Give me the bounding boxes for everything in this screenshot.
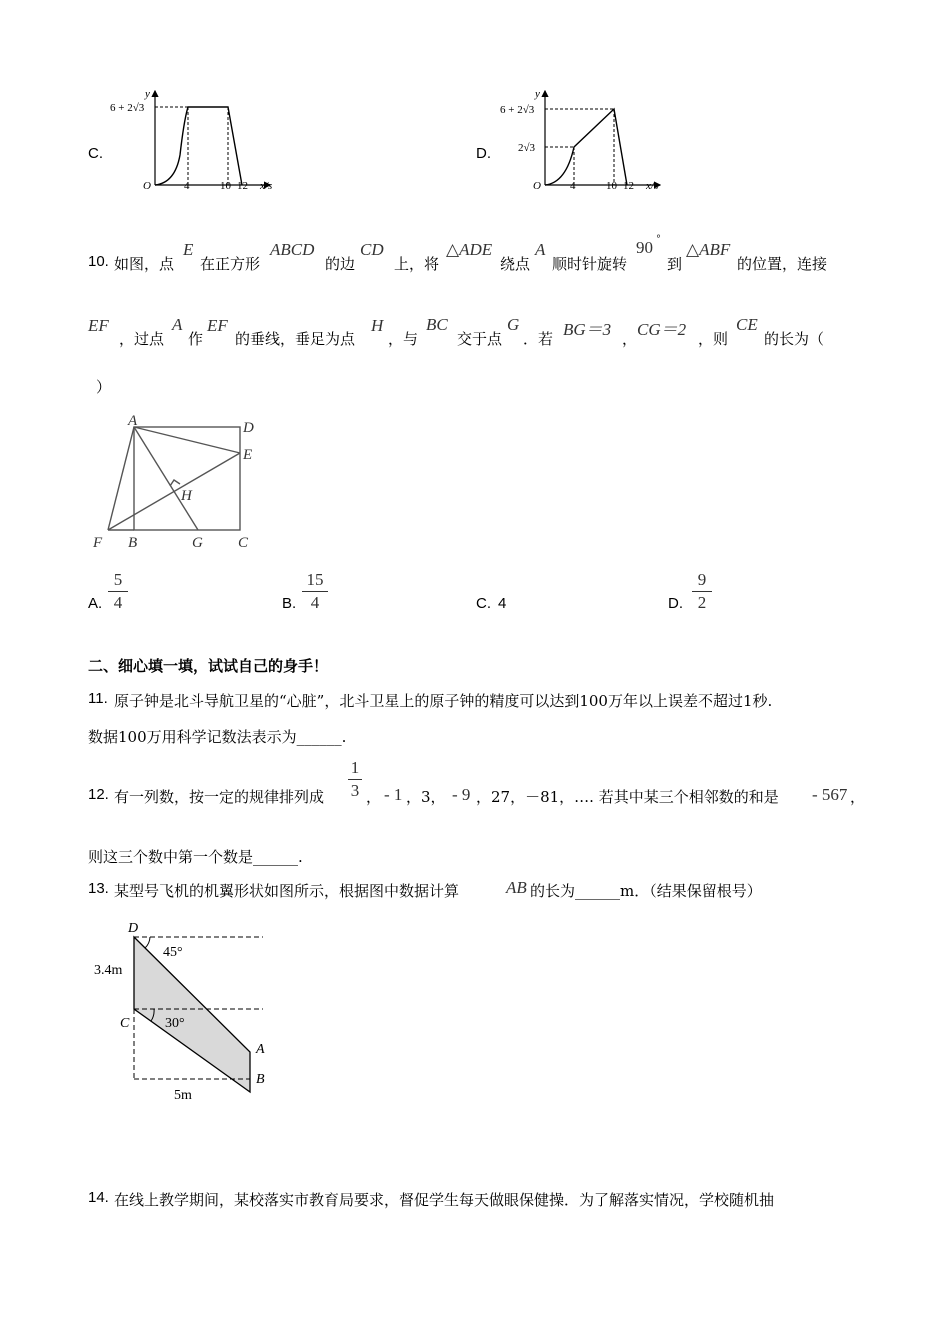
q10-t12: ，与 bbox=[388, 330, 419, 348]
d-x-axis-label: x/s bbox=[646, 180, 659, 192]
q12-frac-denominator: 3 bbox=[350, 781, 360, 800]
q14-number: 14. bbox=[88, 1189, 109, 1206]
q12-comma1: ， bbox=[366, 788, 382, 806]
option-b-denominator: 4 bbox=[310, 593, 320, 612]
q10-EF2: EF bbox=[207, 316, 228, 335]
q12-frac-numerator: 1 bbox=[350, 758, 360, 777]
q10-close-paren: ） bbox=[96, 378, 112, 396]
q10-number: 10. bbox=[88, 253, 109, 270]
q10-G: G bbox=[507, 315, 520, 334]
d-y-tick-top: 6 + 2√3 bbox=[500, 104, 535, 116]
c-x-tick-12: 12 bbox=[237, 180, 248, 192]
wing-angle-45: 45° bbox=[163, 945, 183, 960]
wing-side-length: 3.4m bbox=[94, 963, 123, 978]
q10-t10: 作 bbox=[188, 330, 204, 348]
fig-C: C bbox=[238, 535, 249, 551]
q11-number: 11. bbox=[88, 690, 108, 707]
q10-H: H bbox=[371, 316, 384, 335]
q12-n1: - 1 bbox=[384, 785, 403, 804]
fig-G: G bbox=[192, 535, 203, 551]
q10-t14: ．若 bbox=[523, 330, 554, 348]
q11-line2: 数据100万用科学记数法表示为______. bbox=[88, 728, 347, 746]
q10-t11: 的垂线，垂足为点 bbox=[235, 330, 356, 348]
wing-bottom-length: 5m bbox=[174, 1088, 192, 1103]
d-x-tick-10: 10 bbox=[606, 180, 617, 192]
c-y-label: y bbox=[145, 88, 150, 100]
option-d-denominator: 2 bbox=[697, 593, 707, 612]
q12-number: 12. bbox=[88, 786, 109, 803]
q12-comma-end: ， bbox=[850, 788, 866, 806]
option-d-numerator: 9 bbox=[697, 570, 707, 589]
q10-t8: 的位置，连接 bbox=[737, 255, 828, 273]
q12-n2: - 9 bbox=[452, 785, 471, 804]
q10-BG: BG＝3 bbox=[563, 320, 612, 339]
fig-H: H bbox=[181, 488, 192, 504]
fig-E: E bbox=[243, 447, 253, 463]
q13-wing-figure bbox=[88, 915, 288, 1105]
option-a-denominator: 4 bbox=[113, 593, 123, 612]
q10-t3: 的边 bbox=[325, 255, 356, 273]
q11-line1: 原子钟是北斗导航卫星的“心脏”，北斗卫星上的原子钟的精度可以达到100万年以上误差不超过1秒. bbox=[114, 692, 773, 710]
c-origin: O bbox=[143, 180, 151, 192]
fig-A: A bbox=[128, 413, 138, 429]
q13-text-a: 某型号飞机的机翼形状如图所示，根据图中数据计算 bbox=[114, 882, 460, 900]
q10-CG: CG＝2 bbox=[637, 320, 687, 339]
c-x-tick-10: 10 bbox=[220, 180, 231, 192]
q10-option-d-label: D. bbox=[668, 595, 683, 612]
q10-EF: EF bbox=[88, 316, 109, 335]
q10-t15: ， bbox=[622, 330, 638, 348]
q10-t16: ，则 bbox=[698, 330, 729, 348]
q12-text-a: 有一列数，按一定的规律排列成 bbox=[114, 788, 325, 806]
q9-option-d-graph bbox=[490, 85, 680, 195]
q10-ABCD: ABCD bbox=[270, 240, 315, 259]
q10-t6: 顺时针旋转 bbox=[552, 255, 628, 273]
q10-CE: CE bbox=[736, 315, 758, 334]
wing-angle-30: 30° bbox=[165, 1016, 185, 1031]
q10-option-c-value: 4 bbox=[498, 595, 507, 612]
q13-text-b: 的长为______m．（结果保留根号） bbox=[530, 882, 762, 900]
q9-option-c-label: C. bbox=[88, 145, 103, 162]
wing-C: C bbox=[120, 1016, 130, 1031]
q10-90: 90 bbox=[636, 238, 653, 257]
q10-A: A bbox=[535, 240, 546, 259]
d-y-tick-mid: 2√3 bbox=[518, 142, 536, 154]
q10-BC: BC bbox=[426, 315, 448, 334]
q10-t9: ，过点 bbox=[119, 330, 165, 348]
q12-line2: 则这三个数中第一个数是______. bbox=[88, 848, 303, 866]
c-x-axis-label: x/s bbox=[260, 180, 273, 192]
c-y-tick: 6 + 2√3 bbox=[110, 102, 145, 114]
q12-fraction bbox=[348, 758, 362, 801]
q9-option-d-label: D. bbox=[476, 145, 491, 162]
section-2-title: 二、细心填一填，试试自己的身手！ bbox=[88, 657, 329, 675]
q10-t13: 交于点 bbox=[457, 330, 503, 348]
q10-t1: 如图，点 bbox=[114, 255, 175, 273]
q10-t17: 的长为（ bbox=[764, 330, 825, 348]
q10-A2: A bbox=[172, 315, 183, 334]
d-origin: O bbox=[533, 180, 541, 192]
option-b-numerator: 15 bbox=[306, 570, 324, 589]
q9-option-c-graph bbox=[100, 85, 290, 195]
q12-n3: - 567 bbox=[812, 785, 848, 804]
q10-option-b-label: B. bbox=[282, 595, 297, 612]
q10-option-c-label: C. bbox=[476, 595, 491, 612]
q10-CD: CD bbox=[360, 240, 384, 259]
q12-text-c: ，3， bbox=[406, 788, 446, 806]
fig-D: D bbox=[243, 420, 254, 436]
q10-E: E bbox=[183, 240, 194, 259]
option-a-numerator: 5 bbox=[113, 570, 123, 589]
q10-option-a-label: A. bbox=[88, 595, 103, 612]
q10-option-b-fraction bbox=[302, 570, 328, 613]
wing-A: A bbox=[256, 1042, 265, 1057]
c-x-tick-4: 4 bbox=[184, 180, 190, 192]
d-x-tick-12: 12 bbox=[623, 180, 634, 192]
wing-D: D bbox=[128, 921, 139, 936]
q13-number: 13. bbox=[88, 880, 109, 897]
wing-B: B bbox=[256, 1072, 265, 1087]
q10-t7: 到 bbox=[667, 255, 683, 273]
fig-F: F bbox=[93, 535, 103, 551]
q10-square-figure bbox=[88, 410, 263, 555]
q10-t4: 上，将 bbox=[394, 255, 440, 273]
q14-line1: 在线上教学期间，某校落实市教育局要求，督促学生每天做眼保健操．为了解落实情况，学校随机抽 bbox=[114, 1191, 775, 1209]
q10-t5: 绕点 bbox=[500, 255, 531, 273]
q10-ADE: △ADE bbox=[446, 240, 493, 259]
d-y-label: y bbox=[535, 88, 540, 100]
q10-t2: 在正方形 bbox=[200, 255, 261, 273]
q13-AB: AB bbox=[506, 878, 527, 897]
q10-option-a-fraction bbox=[108, 570, 128, 613]
q12-text-d: ，27，－81，…. 若其中某三个相邻数的和是 bbox=[476, 788, 779, 806]
fig-B: B bbox=[128, 535, 138, 551]
q10-ABF: △ABF bbox=[686, 240, 731, 259]
q10-degree: ° bbox=[656, 234, 661, 245]
q10-option-d-fraction bbox=[692, 570, 712, 613]
d-x-tick-4: 4 bbox=[570, 180, 576, 192]
